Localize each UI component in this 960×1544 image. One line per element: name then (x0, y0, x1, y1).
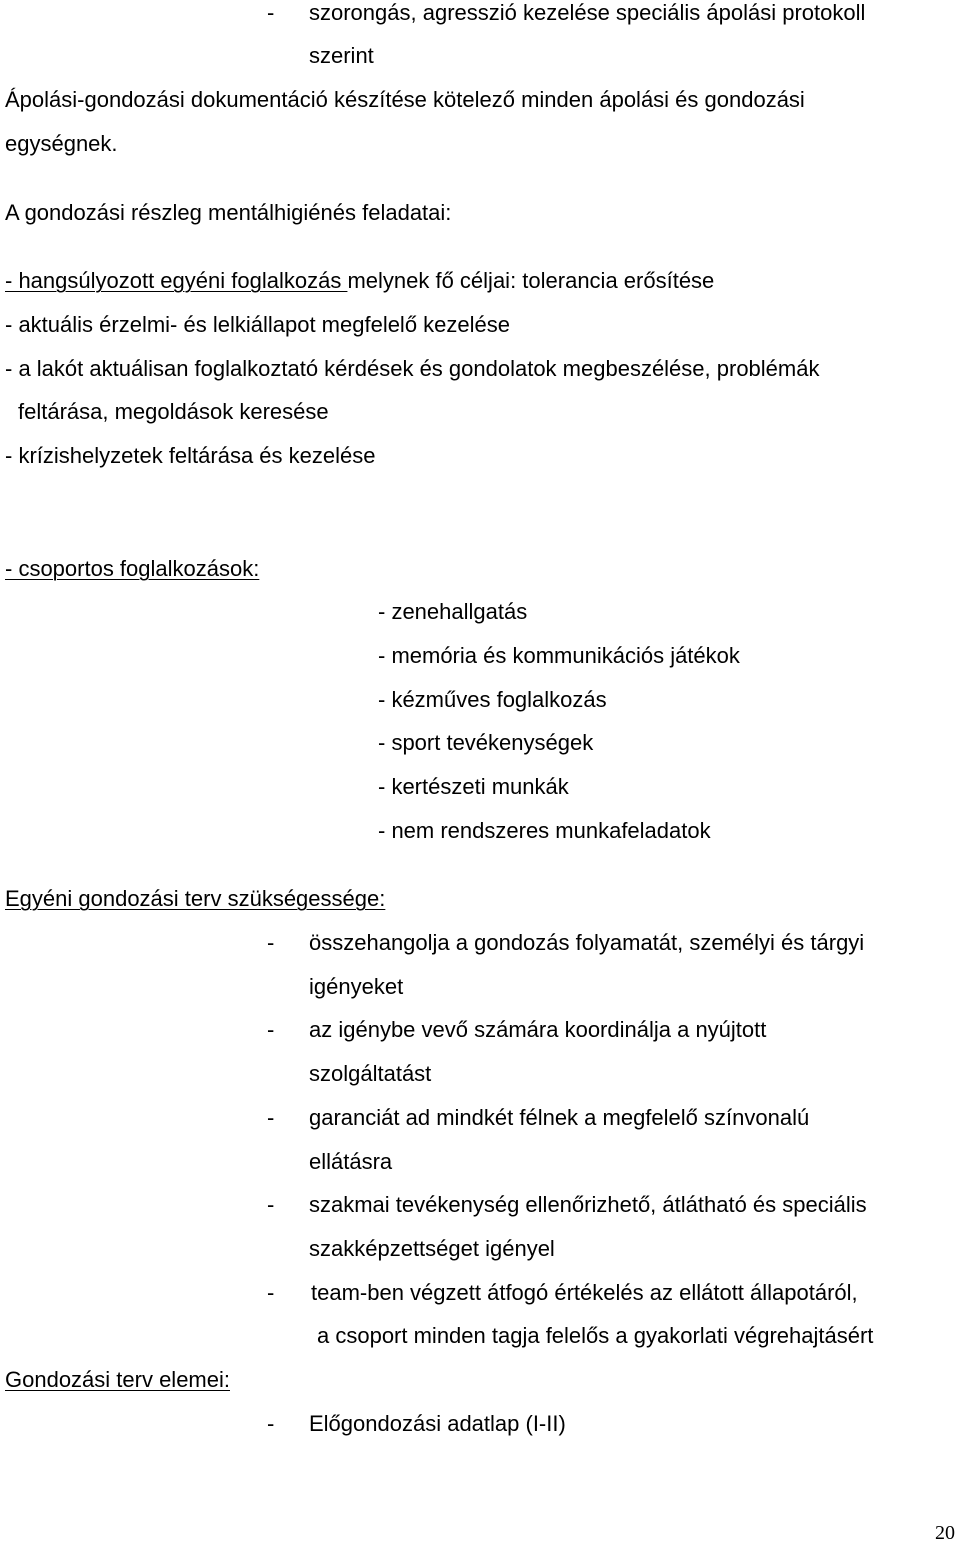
documentation-line-1: Ápolási-gondozási dokumentáció készítése kötelező minden ápolási és gondozási (5, 87, 805, 112)
care-plan-need-marker: - (267, 1192, 275, 1217)
care-plan-element-item: Előgondozási adatlap (I-II) (309, 1411, 566, 1436)
mental-hygiene-item-2: - a lakót aktuálisan foglalkoztató kérdések és gondolatok megbeszélése, problémák (5, 356, 820, 381)
care-plan-elements-heading: Gondozási terv elemei: (5, 1367, 230, 1392)
mental-hygiene-item-3: - krízishelyzetek feltárása és kezelése (5, 443, 376, 468)
care-plan-need-marker: - (267, 1280, 275, 1305)
care-plan-need-item-3-line-1: garanciát ad mindkét félnek a megfelelő színvonalú (309, 1105, 810, 1130)
care-plan-need-item-1-line-1: összehangolja a gondozás folyamatát, személyi és tárgyi (309, 930, 865, 955)
care-plan-need-item-2-line-2: szolgáltatást (309, 1061, 432, 1086)
care-plan-need-marker: - (267, 1105, 275, 1130)
individual-activity-goals: melynek fő céljai: tolerancia erősítése (347, 268, 715, 293)
group-activities-heading: - csoportos foglalkozások: (5, 556, 260, 581)
mental-hygiene-item-1: - aktuális érzelmi- és lelkiállapot megfelelő kezelése (5, 312, 511, 337)
care-plan-need-marker: - (267, 930, 275, 955)
group-activity-item: - kertészeti munkák (378, 774, 569, 799)
intro-bullet-line-1: szorongás, agresszió kezelése speciális ápolási protokoll (309, 0, 866, 25)
page-number: 20 (935, 1522, 955, 1544)
care-plan-need-item-3-line-2: ellátásra (309, 1149, 393, 1174)
care-plan-need-item-1-line-2: igényeket (309, 974, 404, 999)
group-activity-item: - kézműves foglalkozás (378, 687, 607, 712)
documentation-line-2: egységnek. (5, 131, 118, 156)
intro-bullet-marker: - (267, 0, 275, 25)
care-plan-need-heading: Egyéni gondozási terv szükségessége: (5, 886, 386, 911)
care-plan-need-marker: - (267, 1017, 275, 1042)
care-plan-elements-marker: - (267, 1411, 275, 1436)
care-plan-need-item-2-line-1: az igénybe vevő számára koordinálja a nyújtott (309, 1017, 767, 1042)
group-activity-item: - memória és kommunikációs játékok (378, 643, 740, 668)
group-activity-item: - sport tevékenységek (378, 730, 594, 755)
care-plan-need-item-5-line-2: a csoport minden tagja felelős a gyakorlati végrehajtásért (317, 1323, 874, 1348)
group-activity-item: - zenehallgatás (378, 599, 528, 624)
individual-activity-line (5, 270, 714, 292)
mental-hygiene-item-2-cont: feltárása, megoldások keresése (18, 399, 329, 424)
individual-activity-label: - hangsúlyozott egyéni foglalkozás (5, 268, 348, 293)
care-plan-need-item-4-line-1: szakmai tevékenység ellenőrizhető, átlátható és speciális (309, 1192, 867, 1217)
intro-bullet-line-2: szerint (309, 43, 374, 68)
care-plan-need-item-5-line-1: team-ben végzett átfogó értékelés az ellátott állapotáról, (311, 1280, 858, 1305)
mental-hygiene-heading: A gondozási részleg mentálhigiénés feladatai: (5, 200, 452, 225)
group-activity-item: - nem rendszeres munkafeladatok (378, 818, 711, 843)
care-plan-need-item-4-line-2: szakképzettséget igényel (309, 1236, 555, 1261)
